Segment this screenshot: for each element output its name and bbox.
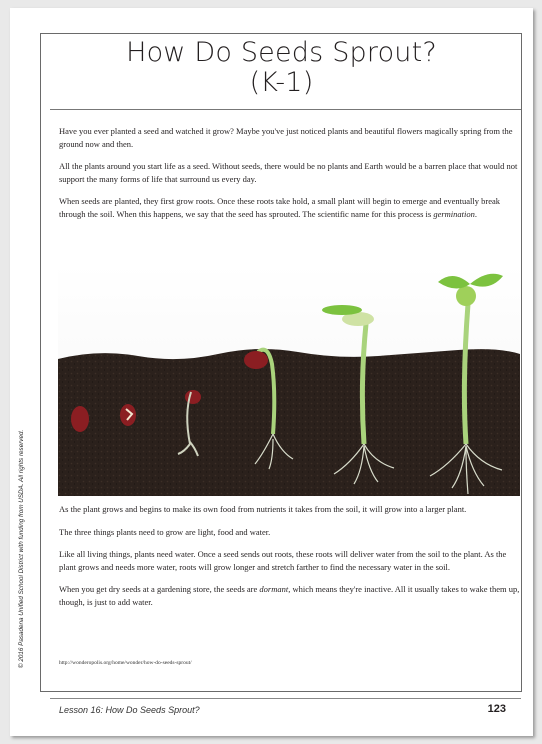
page-title: [50, 38, 513, 98]
paragraph-text: When you get dry seeds at a gardening store, the seeds are: [59, 584, 260, 594]
source-link[interactable]: http://wonderopolis.org/home/wonder/how-do-seeds-sprout/: [59, 660, 192, 666]
paragraph-text: When seeds are planted, they first grow roots. Once these roots take hold, a small plant will begin to emerge and eventually break through the soil. When this happens, we say that the seed has sprouted. The scientific name for this process is: [59, 196, 500, 219]
paragraph: Have you ever planted a seed and watched it grow? Maybe you've just noticed plants and beautiful flowers magically spring from the ground now and then.: [59, 126, 513, 149]
title-line-2: (K-1): [249, 67, 314, 98]
seed-sprouting-illustration: [58, 264, 520, 496]
title-divider: [50, 109, 521, 110]
paragraph: As the plant grows and begins to make its own food from nutrients it takes from the soil, it will grow into a larger plant.: [59, 504, 467, 514]
paragraph: [59, 583, 521, 608]
later-text: [59, 503, 521, 618]
worksheet-page: [10, 8, 533, 736]
page-number: 123: [487, 703, 506, 715]
germination-term: germination: [433, 208, 475, 219]
title-line-1: How Do Seeds Sprout?: [126, 37, 437, 68]
paragraph: The three things plants need to grow are light, food and water.: [59, 526, 271, 537]
bean-seed-cracking: [120, 404, 136, 426]
intro-text: [59, 125, 521, 230]
paragraph: [59, 195, 521, 220]
footer-divider: [50, 698, 521, 699]
paragraph-text: , which means they're inactive. All it usually takes to wake them up, though, is just to add water.: [59, 584, 520, 607]
bean-seed: [71, 406, 89, 432]
footer-lesson-title: Lesson 16: How Do Seeds Sprout?: [59, 705, 200, 715]
bean-seed-rooting: [185, 390, 201, 404]
period: .: [474, 208, 477, 219]
paragraph: Like all living things, plants need water. Once a seed sends out roots, these roots will deliver water from the soil to the plant. As the plant grows and needs more water, roots will grow longer and stretch farther to find the necessary water in the soil.: [59, 549, 507, 572]
copyright-notice: © 2016 Pasadena Unified School District with funding from USDA. All rights reserved.: [18, 429, 25, 668]
dormant-term: dormant: [259, 584, 289, 594]
leaf: [322, 305, 362, 315]
paragraph: All the plants around you start life as a seed. Without seeds, there would be no plants and Earth would be a barren place that would not support the many forms of life that surround us every day.: [59, 161, 518, 184]
